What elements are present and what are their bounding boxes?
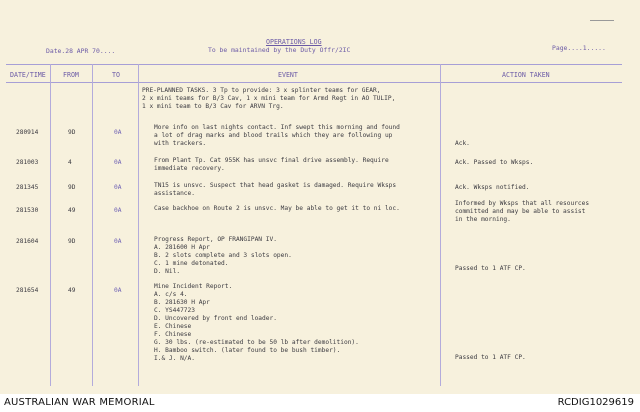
from-cell: 4 (68, 159, 72, 166)
event-line: Mine Incident Report. (154, 283, 233, 290)
action-line: Ack. Wksps notified. (455, 184, 530, 191)
event-line: G. 30 lbs. (re-estimated to be 50 lb after demolition). (154, 339, 359, 346)
event-line: A. 281600 H Apr (154, 244, 210, 251)
event-line: immediate recovery. (154, 165, 225, 172)
event-line: F. Chinese (154, 331, 192, 338)
log-title: OPERATIONS LOG (266, 38, 322, 46)
action-line: Ack. (455, 140, 470, 147)
to-cell: 0A (114, 159, 122, 166)
column-divider (440, 64, 441, 386)
dtg-cell: 281003 (16, 159, 39, 166)
event-line: TN15 is unsvc. Suspect that head gasket is damaged. Require Wksps (154, 182, 397, 189)
event-line: D. Nil. (154, 268, 181, 275)
from-cell: 49 (68, 287, 76, 294)
column-header-from: FROM (63, 71, 79, 79)
dtg-cell: 281530 (16, 207, 39, 214)
dtg-cell: 281345 (16, 184, 39, 191)
archive-name: AUSTRALIAN WAR MEMORIAL (4, 397, 155, 408)
to-cell: 0A (114, 207, 122, 214)
from-cell: 9D (68, 129, 76, 136)
column-header-to: TO (112, 71, 120, 79)
event-line: Case backhoe on Route 2 is unsvc. May be able to get it to ni loc. (154, 205, 400, 212)
page-number: Page....1..... (552, 44, 606, 52)
event-line: 2 x mini teams for B/3 Cav, 1 x mini team for Armd Regt in AO TULIP, (142, 95, 396, 102)
event-line: a lot of drag marks and blood trails which they are following up (154, 132, 393, 139)
column-divider (50, 64, 51, 386)
action-line: committed and may be able to assist (455, 208, 586, 215)
to-cell: 0A (114, 287, 122, 294)
event-line: More info on last nights contact. Inf swept this morning and found (154, 124, 400, 131)
action-line: Passed to 1 ATF CP. (455, 354, 526, 361)
event-line: B. 281630 H Apr (154, 299, 210, 306)
action-line: in the morning. (455, 216, 511, 223)
action-line: Informed by Wksps that all resources (455, 200, 590, 207)
from-cell: 9D (68, 238, 76, 245)
action-line: Passed to 1 ATF CP. (455, 265, 526, 272)
event-line: 1 x mini team to B/3 Cav for ARVN Trg. (142, 103, 284, 110)
to-cell: 0A (114, 184, 122, 191)
event-line: with trackers. (154, 140, 207, 147)
column-divider (92, 64, 93, 386)
event-line: A. c/s 4. (154, 291, 188, 298)
event-line: PRE-PLANNED TASKS. 3 Tp to provide: 3 x splinter teams for GEAR, (142, 87, 381, 94)
dtg-cell: 281654 (16, 287, 39, 294)
from-cell: 49 (68, 207, 76, 214)
table-header-rule (6, 82, 622, 83)
event-line: H. Bamboo switch. (later found to be bush timber). (154, 347, 341, 354)
log-subtitle: To be maintained by the Duty Offr/2IC (208, 46, 351, 54)
to-cell: 0A (114, 129, 122, 136)
event-line: D. Uncovered by front end loader. (154, 315, 277, 322)
column-header-dtg: DATE/TIME (10, 71, 46, 79)
archive-footer (0, 394, 640, 412)
table-top-rule (6, 64, 622, 65)
dtg-cell: 281604 (16, 238, 39, 245)
dtg-cell: 280914 (16, 129, 39, 136)
column-header-event: EVENT (278, 71, 298, 79)
event-line: C. 1 mine detonated. (154, 260, 229, 267)
event-line: C. YS447723 (154, 307, 195, 314)
archive-id: RCDIG1029619 (557, 397, 634, 408)
event-line: assistance. (154, 190, 195, 197)
log-date: Date.28 APR 70.... (46, 47, 116, 55)
event-line: E. Chinese (154, 323, 192, 330)
column-header-action: ACTION TAKEN (502, 71, 550, 79)
event-line: B. 2 slots complete and 3 slots open. (154, 252, 292, 259)
to-cell: 0A (114, 238, 122, 245)
corner-mark (590, 20, 614, 27)
from-cell: 9D (68, 184, 76, 191)
action-line: Ack. Passed to Wksps. (455, 159, 534, 166)
event-line: From Plant Tp. Cat 955K has unsvc final drive assembly. Require (154, 157, 389, 164)
event-line: I.& J. N/A. (154, 355, 195, 362)
event-line: Progress Report, OP FRANGIPAN IV. (154, 236, 277, 243)
column-divider (138, 64, 139, 386)
